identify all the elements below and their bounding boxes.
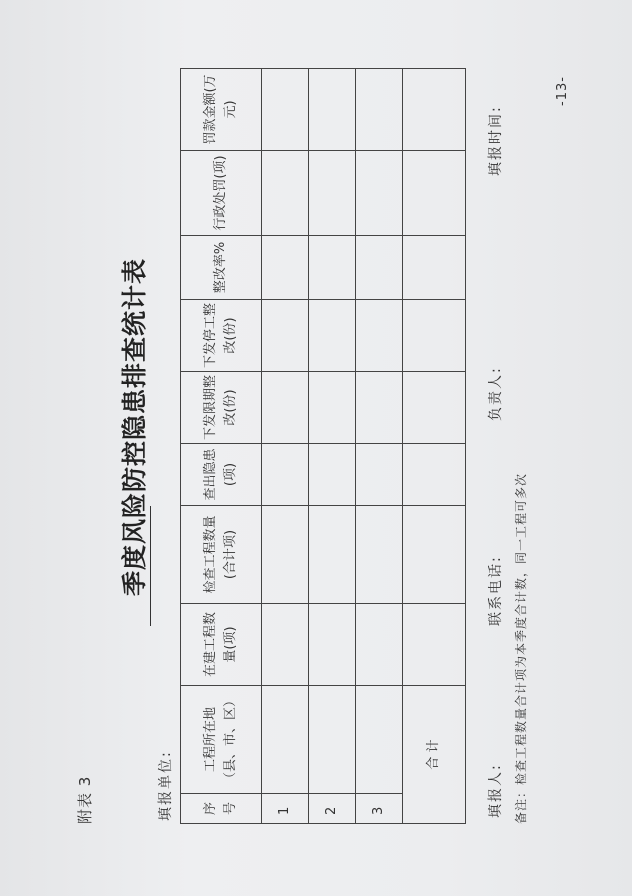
- table-cell[interactable]: [309, 236, 356, 300]
- table-cell[interactable]: [403, 604, 466, 686]
- table-cell[interactable]: [403, 236, 466, 300]
- header-cell: 罚款金额(万元): [181, 69, 262, 151]
- filler-label: 填报人:: [488, 763, 504, 818]
- attachment-label: 附表 3: [76, 775, 94, 824]
- table-cell[interactable]: [356, 686, 403, 794]
- table-cell[interactable]: [262, 300, 309, 372]
- form-title: 季度风险防控隐患排查统计表: [120, 257, 149, 596]
- table-row: [309, 69, 356, 824]
- row-index: 1: [262, 794, 309, 824]
- table-cell[interactable]: [356, 604, 403, 686]
- header-cell: 整改率%: [181, 236, 262, 300]
- table-row: [356, 69, 403, 824]
- table-cell[interactable]: [262, 236, 309, 300]
- table-cell[interactable]: [356, 506, 403, 604]
- table-cell[interactable]: [356, 444, 403, 506]
- table-cell[interactable]: [356, 300, 403, 372]
- table-cell[interactable]: [262, 686, 309, 794]
- table-cell[interactable]: [262, 444, 309, 506]
- table-cell[interactable]: [403, 300, 466, 372]
- header-cell: 序号: [181, 794, 262, 824]
- table-cell[interactable]: [403, 372, 466, 444]
- row-index: 3: [356, 794, 403, 824]
- total-label: 合 计: [403, 686, 466, 824]
- table-cell[interactable]: [309, 151, 356, 236]
- header-cell: 行政处罚(项): [181, 151, 262, 236]
- table-cell[interactable]: [403, 444, 466, 506]
- responsible-label: 负责人:: [488, 366, 504, 421]
- table-cell[interactable]: [262, 372, 309, 444]
- table-cell[interactable]: [309, 444, 356, 506]
- table-cell[interactable]: [403, 69, 466, 151]
- table-cell[interactable]: [309, 604, 356, 686]
- table-cell[interactable]: [309, 69, 356, 151]
- table-cell[interactable]: [403, 506, 466, 604]
- table-cell[interactable]: [262, 506, 309, 604]
- header-cell: 下发限期整改(份): [181, 372, 262, 444]
- header-cell: 工程所在地（县、市、区）: [181, 686, 262, 794]
- header-cell: 下发停工整改(份): [181, 300, 262, 372]
- statistics-table: [180, 68, 466, 824]
- fill-date-label: 填报时间:: [488, 105, 504, 176]
- table-cell[interactable]: [403, 151, 466, 236]
- row-index: 2: [309, 794, 356, 824]
- table-cell[interactable]: [309, 506, 356, 604]
- table-row: [262, 69, 309, 824]
- total-row: [403, 69, 466, 824]
- table-cell[interactable]: [309, 300, 356, 372]
- header-cell: 在建工程数量(项): [181, 604, 262, 686]
- header-cell: 查出隐患(项): [181, 444, 262, 506]
- table-cell[interactable]: [356, 69, 403, 151]
- table-cell[interactable]: [309, 372, 356, 444]
- page-number: -13-: [555, 76, 570, 106]
- phone-label: 联系电话:: [488, 555, 504, 626]
- fill-unit-label: 填报单位:: [158, 750, 174, 821]
- table-cell[interactable]: [309, 686, 356, 794]
- table-cell[interactable]: [262, 604, 309, 686]
- remark-note: 备注：检查工程数量合计项为本季度合计数，同一工程可多次: [514, 472, 528, 824]
- table-cell[interactable]: [262, 69, 309, 151]
- table-cell[interactable]: [356, 372, 403, 444]
- table-cell[interactable]: [262, 151, 309, 236]
- table-cell[interactable]: [356, 151, 403, 236]
- header-cell: 检查工程数量(合计项): [181, 506, 262, 604]
- table-header-row: [181, 69, 262, 824]
- table-cell[interactable]: [356, 236, 403, 300]
